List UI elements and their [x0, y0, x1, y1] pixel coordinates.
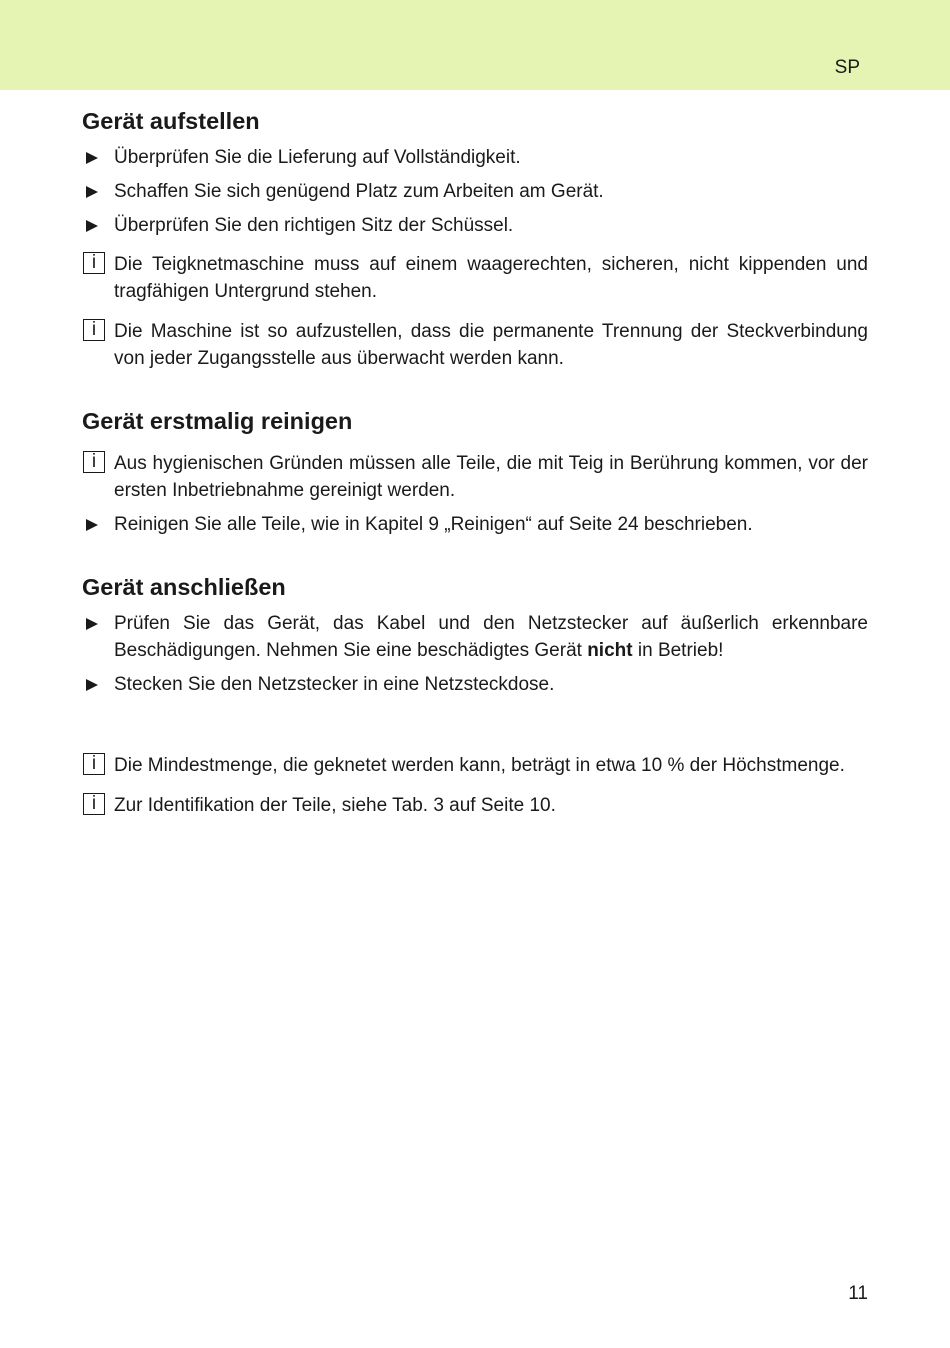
- section-title: Gerät anschließen: [82, 574, 286, 600]
- info-note: [82, 792, 868, 819]
- triangle-bullet-icon: [86, 186, 98, 198]
- section-setup: [82, 104, 868, 372]
- section-initial-cleaning: [82, 404, 868, 538]
- info-note-text: Zur Identifikation der Teile, siehe Tab. 3 auf Seite 10.: [114, 795, 556, 816]
- list-item: [82, 671, 868, 698]
- triangle-bullet-icon: [86, 519, 98, 531]
- header-section-code: SP: [834, 57, 860, 78]
- info-note-text: Die Mindestmenge, die geknetet werden kann, beträgt in etwa 10 % der Höchstmenge.: [114, 755, 845, 776]
- page-content: [82, 104, 868, 826]
- list-item-text: Stecken Sie den Netzstecker in eine Netzsteckdose.: [114, 674, 555, 695]
- info-icon: i: [83, 319, 105, 341]
- triangle-bullet-icon: [86, 220, 98, 232]
- list-item-text: Schaffen Sie sich genügend Platz zum Arbeiten am Gerät.: [114, 181, 604, 202]
- list-item: [82, 178, 868, 205]
- info-icon: i: [83, 793, 105, 815]
- spacer: [82, 705, 868, 739]
- info-note: [82, 251, 868, 305]
- section-title: Gerät erstmalig reinigen: [82, 408, 353, 434]
- list-item: [82, 610, 868, 664]
- list-item-text: Überprüfen Sie den richtigen Sitz der Schüssel.: [114, 215, 514, 236]
- info-icon: i: [83, 252, 105, 274]
- text-part: in Betrieb!: [632, 640, 724, 661]
- triangle-bullet-icon: [86, 152, 98, 164]
- section-title: Gerät aufstellen: [82, 108, 260, 134]
- page-number: 11: [848, 1283, 868, 1304]
- triangle-bullet-icon: [86, 679, 98, 691]
- info-note-text: Die Maschine ist so aufzustellen, dass die permanente Trennung der Steckverbindung von jeder Zugangsstelle aus überwacht werden kann.: [114, 321, 868, 369]
- info-note: [82, 752, 868, 779]
- notes: [82, 752, 868, 819]
- emphasis-text: nicht: [587, 640, 633, 661]
- section-connect: [82, 570, 868, 698]
- info-note: [82, 450, 868, 504]
- info-icon: i: [83, 753, 105, 775]
- list-item: [82, 511, 868, 538]
- triangle-bullet-icon: [86, 618, 98, 630]
- list-item-text: [114, 610, 868, 664]
- list-item: [82, 212, 868, 239]
- list-item-text: Überprüfen Sie die Lieferung auf Vollständigkeit.: [114, 147, 521, 168]
- text-part: Prüfen Sie das Gerät, das Kabel und den Netzstecker auf äußerlich erkennbare Beschädigungen. Nehmen Sie eine beschädigtes Gerät: [114, 613, 868, 661]
- header-band: [0, 0, 950, 90]
- info-note-text: Aus hygienischen Gründen müssen alle Teile, die mit Teig in Berührung kommen, vor der ersten Inbetriebnahme gereinigt werden.: [114, 453, 868, 501]
- info-icon: i: [83, 451, 105, 473]
- list-item-text: Reinigen Sie alle Teile, wie in Kapitel 9 „Reinigen“ auf Seite 24 beschrieben.: [114, 514, 753, 535]
- list-item: [82, 144, 868, 171]
- section-items: [82, 450, 868, 538]
- info-note-text: Die Teigknetmaschine muss auf einem waagerechten, sicheren, nicht kippenden und tragfähigen Untergrund stehen.: [114, 254, 868, 302]
- section-items: [82, 610, 868, 698]
- section-items: [82, 144, 868, 372]
- info-note: [82, 318, 868, 372]
